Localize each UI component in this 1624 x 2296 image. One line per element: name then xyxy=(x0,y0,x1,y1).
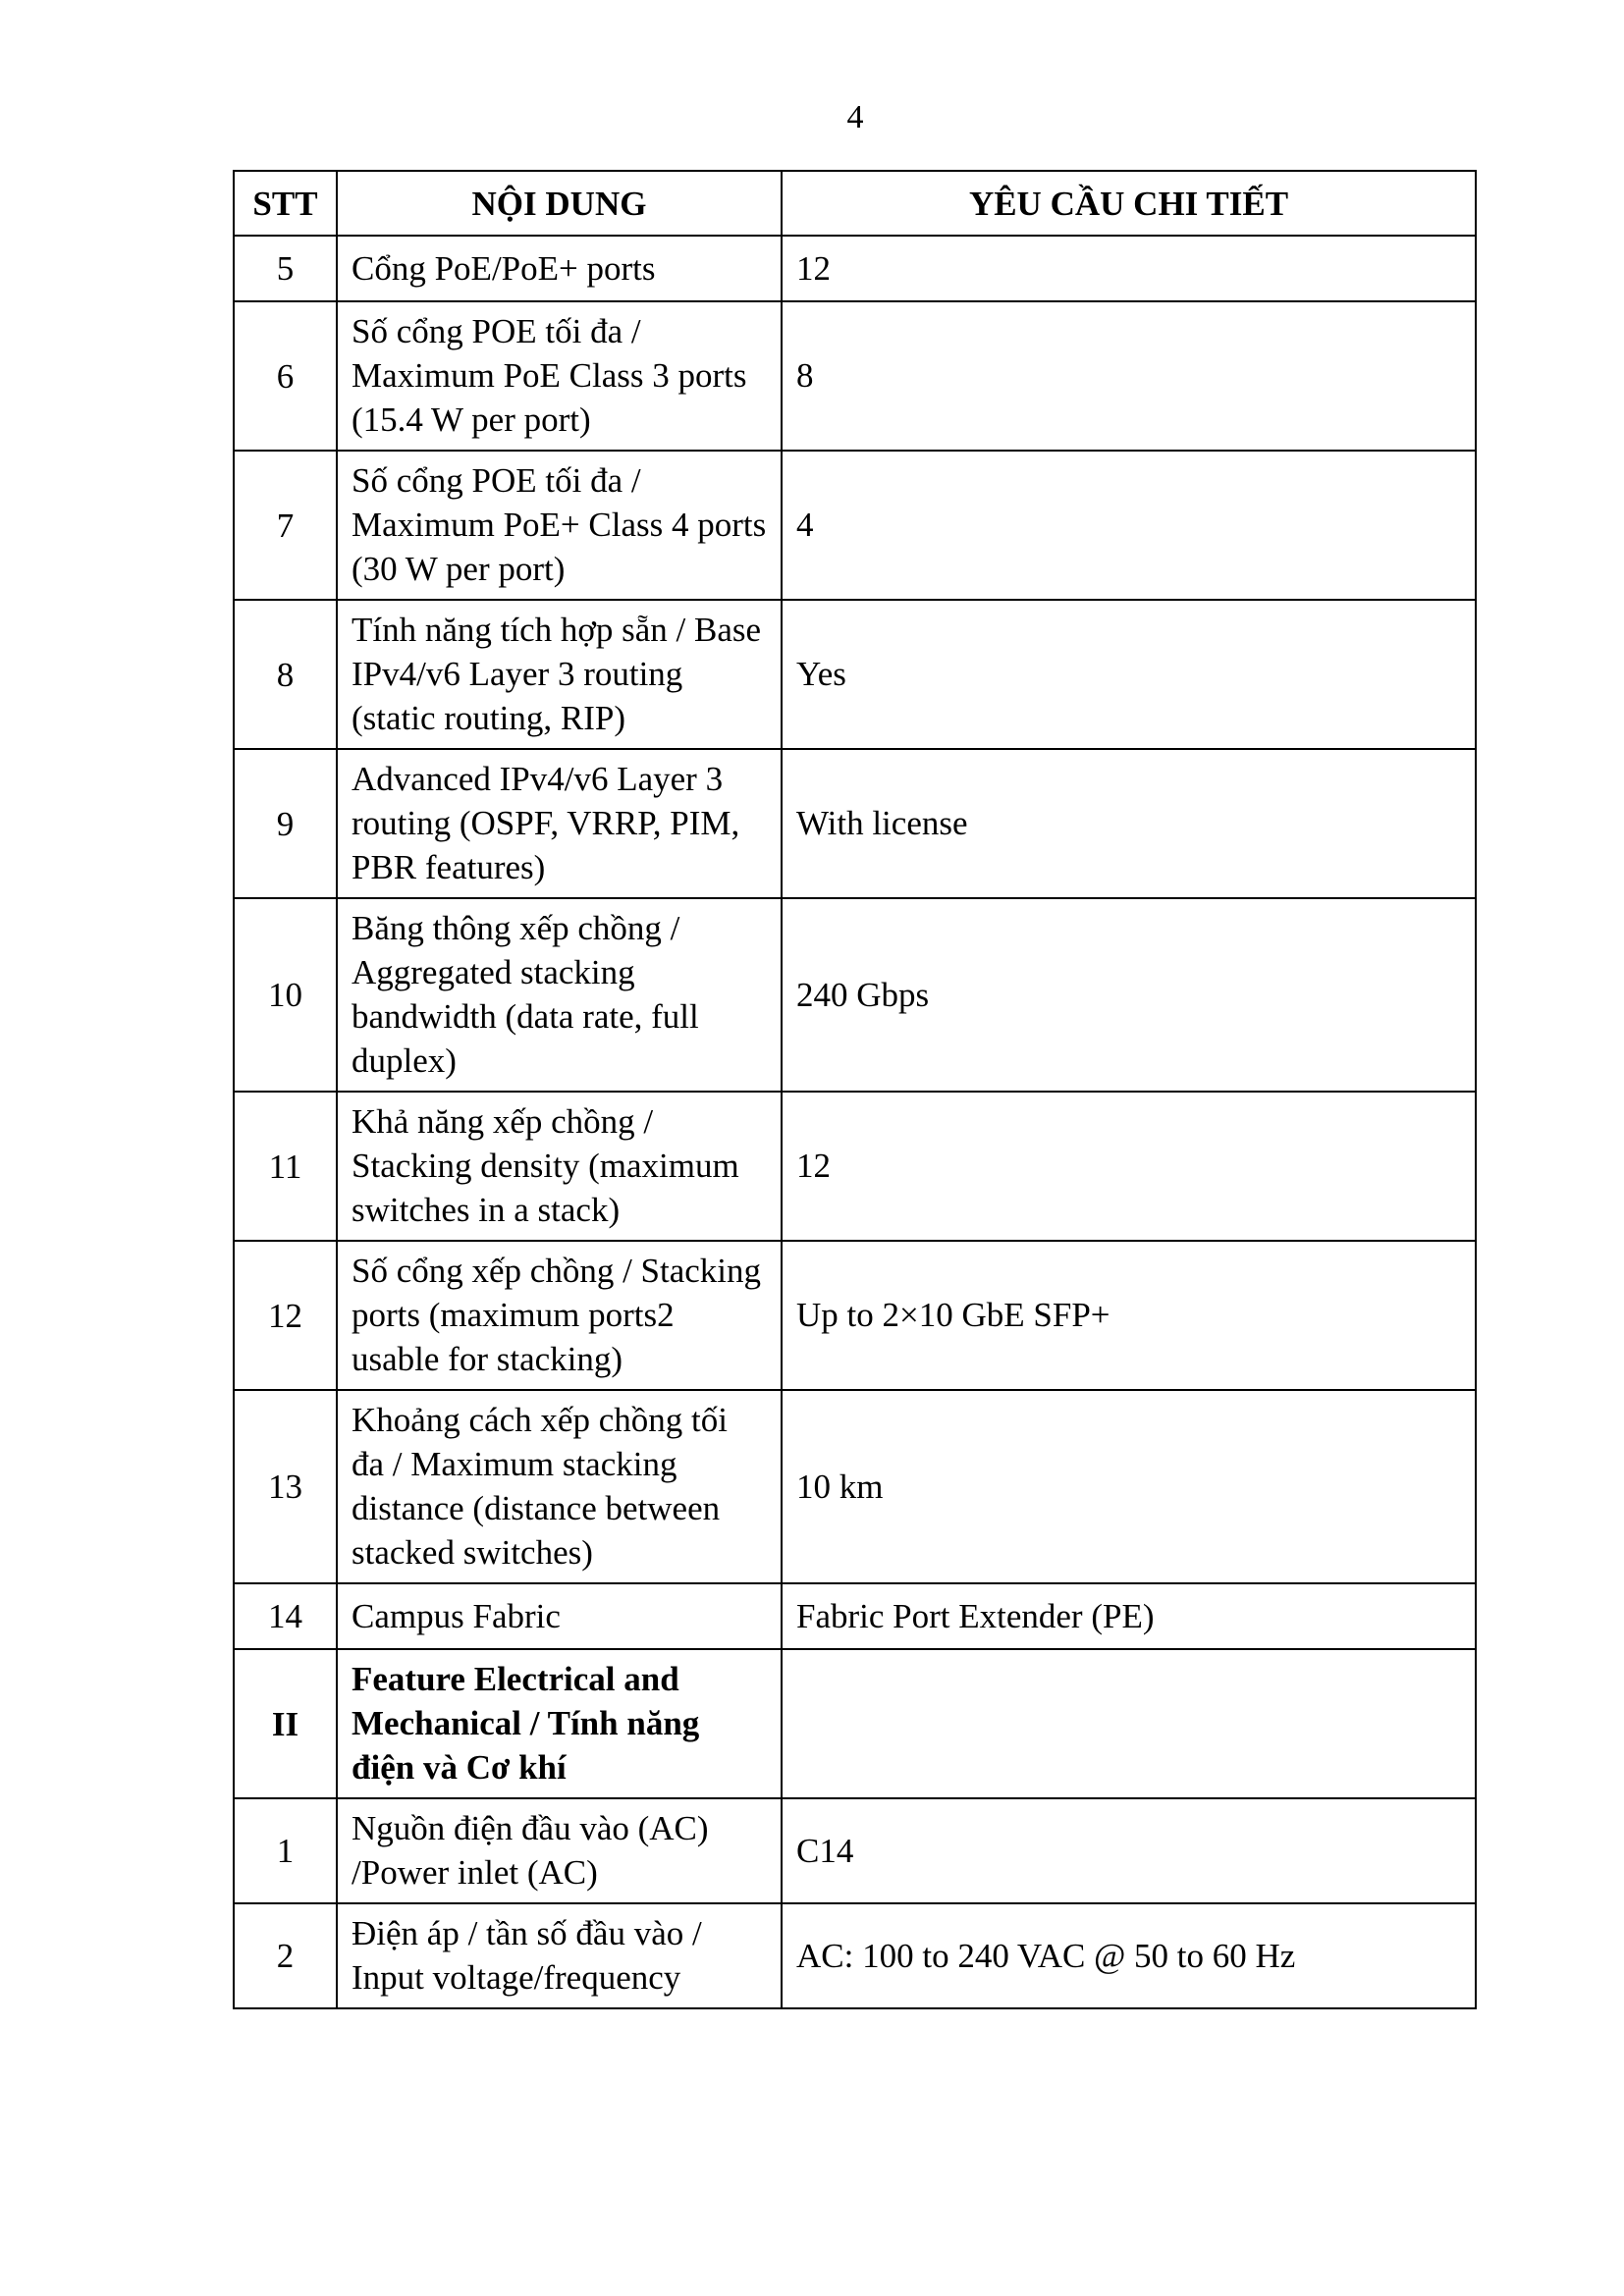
table-row xyxy=(234,749,1476,898)
row-requirement: With license xyxy=(782,749,1476,898)
table-row xyxy=(234,1798,1476,1903)
row-content: Số cổng POE tối đa / Maximum PoE+ Class 4 ports (30 W per port) xyxy=(337,451,782,600)
table-row xyxy=(234,1903,1476,2008)
table-row xyxy=(234,600,1476,749)
row-content: Tính năng tích hợp sẵn / Base IPv4/v6 Layer 3 routing (static routing, RIP) xyxy=(337,600,782,749)
row-content: Điện áp / tần số đầu vào / Input voltage/frequency xyxy=(337,1903,782,2008)
row-requirement: C14 xyxy=(782,1798,1476,1903)
row-stt: 13 xyxy=(234,1390,337,1583)
table-row xyxy=(234,236,1476,301)
header-stt: STT xyxy=(234,171,337,236)
table-row xyxy=(234,898,1476,1092)
row-stt: 10 xyxy=(234,898,337,1092)
table-row xyxy=(234,1390,1476,1583)
row-content: Số cổng POE tối đa / Maximum PoE Class 3 ports (15.4 W per port) xyxy=(337,301,782,451)
row-requirement: 10 km xyxy=(782,1390,1476,1583)
spec-table xyxy=(233,170,1477,2009)
row-requirement: Up to 2×10 GbE SFP+ xyxy=(782,1241,1476,1390)
row-stt: 6 xyxy=(234,301,337,451)
row-requirement: Yes xyxy=(782,600,1476,749)
header-requirement: YÊU CẦU CHI TIẾT xyxy=(782,171,1476,236)
page-number: 4 xyxy=(846,99,864,135)
row-requirement: 240 Gbps xyxy=(782,898,1476,1092)
row-content: Campus Fabric xyxy=(337,1583,782,1649)
header-content: NỘI DUNG xyxy=(337,171,782,236)
row-requirement: 8 xyxy=(782,301,1476,451)
row-content: Số cổng xếp chồng / Stacking ports (maximum ports2 usable for stacking) xyxy=(337,1241,782,1390)
row-stt: 11 xyxy=(234,1092,337,1241)
table-header-row xyxy=(234,171,1476,236)
row-requirement: 12 xyxy=(782,1092,1476,1241)
table-row xyxy=(234,1241,1476,1390)
row-requirement: Fabric Port Extender (PE) xyxy=(782,1583,1476,1649)
row-stt: 12 xyxy=(234,1241,337,1390)
row-stt: 7 xyxy=(234,451,337,600)
row-content: Khả năng xếp chồng / Stacking density (maximum switches in a stack) xyxy=(337,1092,782,1241)
row-stt: 9 xyxy=(234,749,337,898)
section-number: II xyxy=(234,1649,337,1798)
section-row xyxy=(234,1649,1476,1798)
row-stt: 2 xyxy=(234,1903,337,2008)
row-requirement xyxy=(782,1649,1476,1798)
row-content: Băng thông xếp chồng / Aggregated stacking bandwidth (data rate, full duplex) xyxy=(337,898,782,1092)
table-row xyxy=(234,1583,1476,1649)
row-stt: 8 xyxy=(234,600,337,749)
row-content: Nguồn điện đầu vào (AC) /Power inlet (AC) xyxy=(337,1798,782,1903)
row-stt: 14 xyxy=(234,1583,337,1649)
row-requirement: 4 xyxy=(782,451,1476,600)
section-title: Feature Electrical and Mechanical / Tính năng điện và Cơ khí xyxy=(337,1649,782,1798)
row-requirement: 12 xyxy=(782,236,1476,301)
row-requirement: AC: 100 to 240 VAC @ 50 to 60 Hz xyxy=(782,1903,1476,2008)
row-stt: 1 xyxy=(234,1798,337,1903)
table-row xyxy=(234,1092,1476,1241)
row-content: Advanced IPv4/v6 Layer 3 routing (OSPF, VRRP, PIM, PBR features) xyxy=(337,749,782,898)
table-row xyxy=(234,301,1476,451)
row-content: Cổng PoE/PoE+ ports xyxy=(337,236,782,301)
row-stt: 5 xyxy=(234,236,337,301)
table-row xyxy=(234,451,1476,600)
row-content: Khoảng cách xếp chồng tối đa / Maximum stacking distance (distance between stacked switches) xyxy=(337,1390,782,1583)
